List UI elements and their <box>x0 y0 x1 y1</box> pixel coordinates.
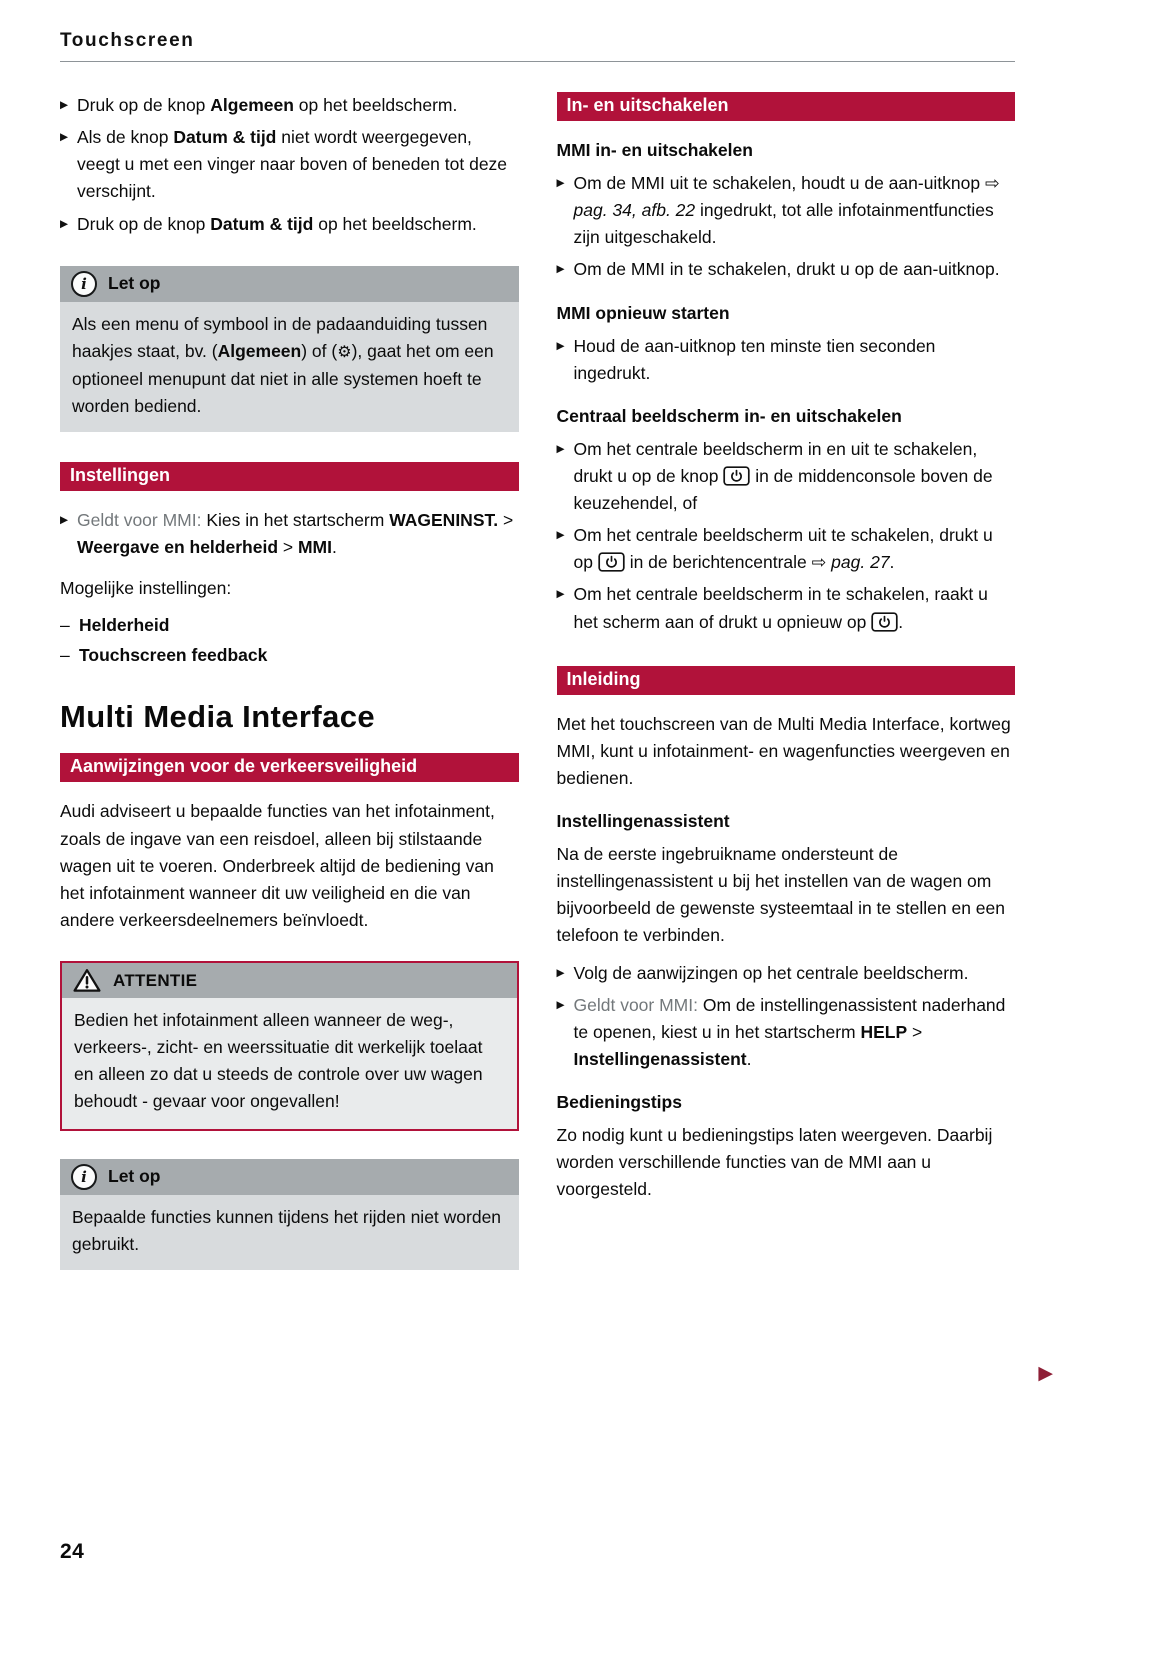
text-segment: Om de MMI in te schakelen, drukt u op de aan-uitknop. <box>573 259 1000 280</box>
note-box <box>60 266 519 432</box>
list-item-text <box>574 256 1016 283</box>
paragraph: Mogelijke instellingen: <box>60 578 232 599</box>
dash-item-label: Helderheid <box>79 615 170 636</box>
text-segment: ) of ( <box>301 340 338 361</box>
text-segment: . <box>746 1048 752 1069</box>
page-title: Touchscreen <box>60 30 195 51</box>
text-segment: Volg de aanwijzingen op het centrale beeldscherm. <box>573 962 969 983</box>
note-title: Let op <box>108 1166 161 1187</box>
bullet-arrow-icon: ▶ <box>60 217 69 230</box>
list-item <box>60 507 519 561</box>
bullet-arrow-icon: ▶ <box>60 131 69 144</box>
list-item <box>60 211 519 238</box>
bullet-list <box>557 436 1016 636</box>
subheading: MMI opnieuw starten <box>556 302 730 323</box>
power-icon <box>598 552 625 572</box>
paragraph: Zo nodig kunt u bedieningstips laten weergeven. Daarbij worden verschillende functies van de MMI aan u voorgesteld. <box>556 1125 993 1200</box>
list-item <box>557 256 1016 283</box>
bullet-arrow-icon: ▶ <box>556 263 565 276</box>
text-segment: HELP <box>860 1021 908 1042</box>
text-segment: Algemeen <box>210 95 294 115</box>
text-segment: Druk op de knop <box>77 95 211 115</box>
paragraph: Audi adviseert u bepaalde functies van het infotainment, zoals de ingave van een reisdoel, alleen bij stilstaande wagen uit te voeren. Onderbreek altijd de bediening van het infotainment wanneer dit uw veiligheid en die van andere verkeersdeelnemers beïnvloedt. <box>60 801 495 930</box>
subheading: Centraal beeldscherm in- en uitschakelen <box>556 405 902 426</box>
power-icon <box>723 466 750 486</box>
warning-box <box>60 961 519 1131</box>
paragraph: Met het touchscreen van de Multi Media Interface, kortweg MMI, kunt u infotainment- en wagenfuncties weergeven en bedienen. <box>556 713 1011 788</box>
text-segment: Als de knop <box>77 127 174 148</box>
text-segment: op het beeldscherm. <box>293 95 458 115</box>
text-segment: Om de MMI uit te schakelen, houdt u de aan-uitknop <box>573 173 985 193</box>
list-item <box>557 992 1016 1073</box>
list-item <box>557 436 1016 517</box>
subheading: MMI in- en uitschakelen <box>556 140 753 160</box>
bullet-list <box>557 960 1016 1074</box>
text-segment: niet wordt weergegeven, veegt u met een vinger naar boven of beneden tot deze verschijnt. <box>77 127 508 202</box>
subheading: Bedieningstips <box>556 1092 682 1112</box>
section-header-inleiding: Inleiding <box>557 666 1016 695</box>
bullet-arrow-icon: ▶ <box>556 339 565 352</box>
note-header <box>60 266 519 302</box>
bullet-arrow-icon: ▶ <box>556 442 565 455</box>
bullet-list <box>557 333 1016 387</box>
list-item-text <box>77 211 519 238</box>
info-icon <box>71 271 97 297</box>
text-segment: . <box>898 611 904 632</box>
dash-list-item <box>60 642 519 669</box>
bullet-arrow-icon: ▶ <box>556 177 565 189</box>
info-icon <box>71 1164 97 1190</box>
note-box <box>60 1159 519 1270</box>
text-segment: Datum & tijd <box>210 213 314 234</box>
list-item-text <box>574 960 1016 987</box>
text-segment: in de middenconsole boven de keuzehendel, of <box>573 465 993 513</box>
two-column-layout <box>60 92 1015 1280</box>
power-icon <box>871 612 898 632</box>
bullet-arrow-icon: ▶ <box>556 998 565 1011</box>
text-segment: in de berichtencentrale <box>624 552 812 573</box>
instellingen-bullet-list <box>60 507 519 561</box>
text-segment: Druk op de knop <box>77 213 211 234</box>
text-segment: Om het centrale beeldscherm uit te schakelen, drukt u op <box>573 525 993 573</box>
list-item-text <box>77 92 519 119</box>
text-segment: pag. 34, afb. 22 <box>573 200 696 221</box>
intro-bullet-list <box>60 92 519 238</box>
list-item-text <box>574 992 1016 1073</box>
right-column <box>557 92 1016 1213</box>
section-header-aanwijzingen: Aanwijzingen voor de verkeersveiligheid <box>60 753 519 782</box>
bullet-arrow-icon: ▶ <box>556 588 565 601</box>
list-item-text <box>77 507 519 561</box>
list-item <box>60 124 519 205</box>
info-icon-letter: i <box>81 1167 87 1186</box>
text-segment: Instellingenassistent <box>573 1048 747 1069</box>
text-segment: Geldt voor MMI: <box>77 509 207 530</box>
text-segment: Geldt voor MMI: <box>573 994 703 1015</box>
note-header <box>60 1159 519 1195</box>
warning-icon <box>73 968 101 993</box>
left-column <box>60 92 519 1280</box>
continuation-arrow-icon: ▶ <box>1038 1363 1053 1384</box>
note-body <box>60 1195 519 1270</box>
text-segment: > <box>907 1021 923 1042</box>
text-segment: Houd de aan-uitknop ten minste tien seconden ingedrukt. <box>573 335 936 383</box>
ref-arrow-icon: ⇨ <box>811 552 827 573</box>
text-segment: Algemeen <box>217 340 302 361</box>
list-item-text <box>574 522 1016 576</box>
list-item <box>557 581 1016 635</box>
warning-body: Bedien het infotainment alleen wanneer de weg-, verkeers-, zicht- en weerssituatie dit werkelijk toelaat en alleen zo dat u steeds de controle over uw wagen behoudt - gevaar voor ongevallen! <box>62 998 517 1129</box>
text-segment: . <box>889 552 895 573</box>
text-segment: ingedrukt, tot alle infotainmentfuncties zijn uitgeschakeld. <box>573 200 994 248</box>
text-segment: op het beeldscherm. <box>313 213 477 234</box>
text-segment: Om het centrale beeldscherm in te schakelen, raakt u het scherm aan of drukt u opnieuw op <box>573 584 988 632</box>
text-segment: . <box>332 536 337 557</box>
text-segment: Weergave en helderheid <box>77 536 279 557</box>
warning-header <box>62 963 517 998</box>
note-title: Let op <box>108 273 161 294</box>
bullet-arrow-icon: ▶ <box>60 99 69 111</box>
dash-icon: – <box>60 645 70 666</box>
text-segment: Om het centrale beeldscherm in en uit te schakelen, drukt u op de knop <box>573 438 978 486</box>
page-number: 24 <box>60 1540 85 1563</box>
text-segment: > <box>498 509 514 530</box>
section-header-instellingen: Instellingen <box>60 462 519 491</box>
list-item <box>557 960 1016 987</box>
text-segment: MMI <box>297 536 332 557</box>
list-item <box>60 92 519 119</box>
bullet-list <box>557 170 1016 284</box>
text-segment: Kies in het startscherm <box>206 509 390 530</box>
header-rule <box>60 61 1015 62</box>
bullet-arrow-icon: ▶ <box>60 513 69 526</box>
subheading: Instellingenassistent <box>556 811 730 831</box>
text-segment: Om de instellingenassistent naderhand te openen, kiest u in het startscherm <box>573 994 1006 1042</box>
ref-arrow-icon: ⇨ <box>984 173 1000 193</box>
chapter-title: Multi Media Interface <box>60 699 376 735</box>
warning-title: ATTENTIE <box>113 970 198 990</box>
dash-item-label: Touchscreen feedback <box>79 645 268 666</box>
list-item <box>557 333 1016 387</box>
list-item-text <box>574 170 1016 251</box>
list-item-text <box>574 436 1016 517</box>
gear-icon: ⚙ <box>337 343 352 361</box>
dash-list-item <box>60 612 519 639</box>
bullet-arrow-icon: ▶ <box>556 529 565 542</box>
list-item-text <box>574 333 1016 387</box>
text-segment: pag. 27 <box>826 552 890 573</box>
text-segment: Datum & tijd <box>173 127 277 148</box>
bullet-arrow-icon: ▶ <box>556 966 565 979</box>
text-segment: Bepaalde functies kunnen tijdens het rijden niet worden gebruikt. <box>72 1206 502 1254</box>
list-item-text <box>77 124 519 205</box>
dash-icon: – <box>60 615 70 636</box>
list-item <box>557 170 1016 251</box>
list-item <box>557 522 1016 576</box>
paragraph: Na de eerste ingebruikname ondersteunt de instellingenassistent u bij het instellen van de wagen om bijvoorbeeld de gewenste systeemtaal in te stellen en een telefoon te verbinden. <box>556 844 1005 946</box>
text-segment: Als een menu of symbool in de padaanduiding tussen haakjes staat, bv. ( <box>72 313 488 361</box>
list-item-text <box>574 581 1016 635</box>
text-segment: > <box>278 536 298 557</box>
section-header-in-en-uitschakelen: In- en uitschakelen <box>557 92 1016 121</box>
text-segment: ), gaat het om een optioneel menupunt dat niet in alle systemen hoeft te worden bediend. <box>72 340 494 416</box>
text-segment: WAGENINST. <box>389 509 499 530</box>
info-icon-letter: i <box>81 274 87 293</box>
note-body <box>60 302 519 432</box>
